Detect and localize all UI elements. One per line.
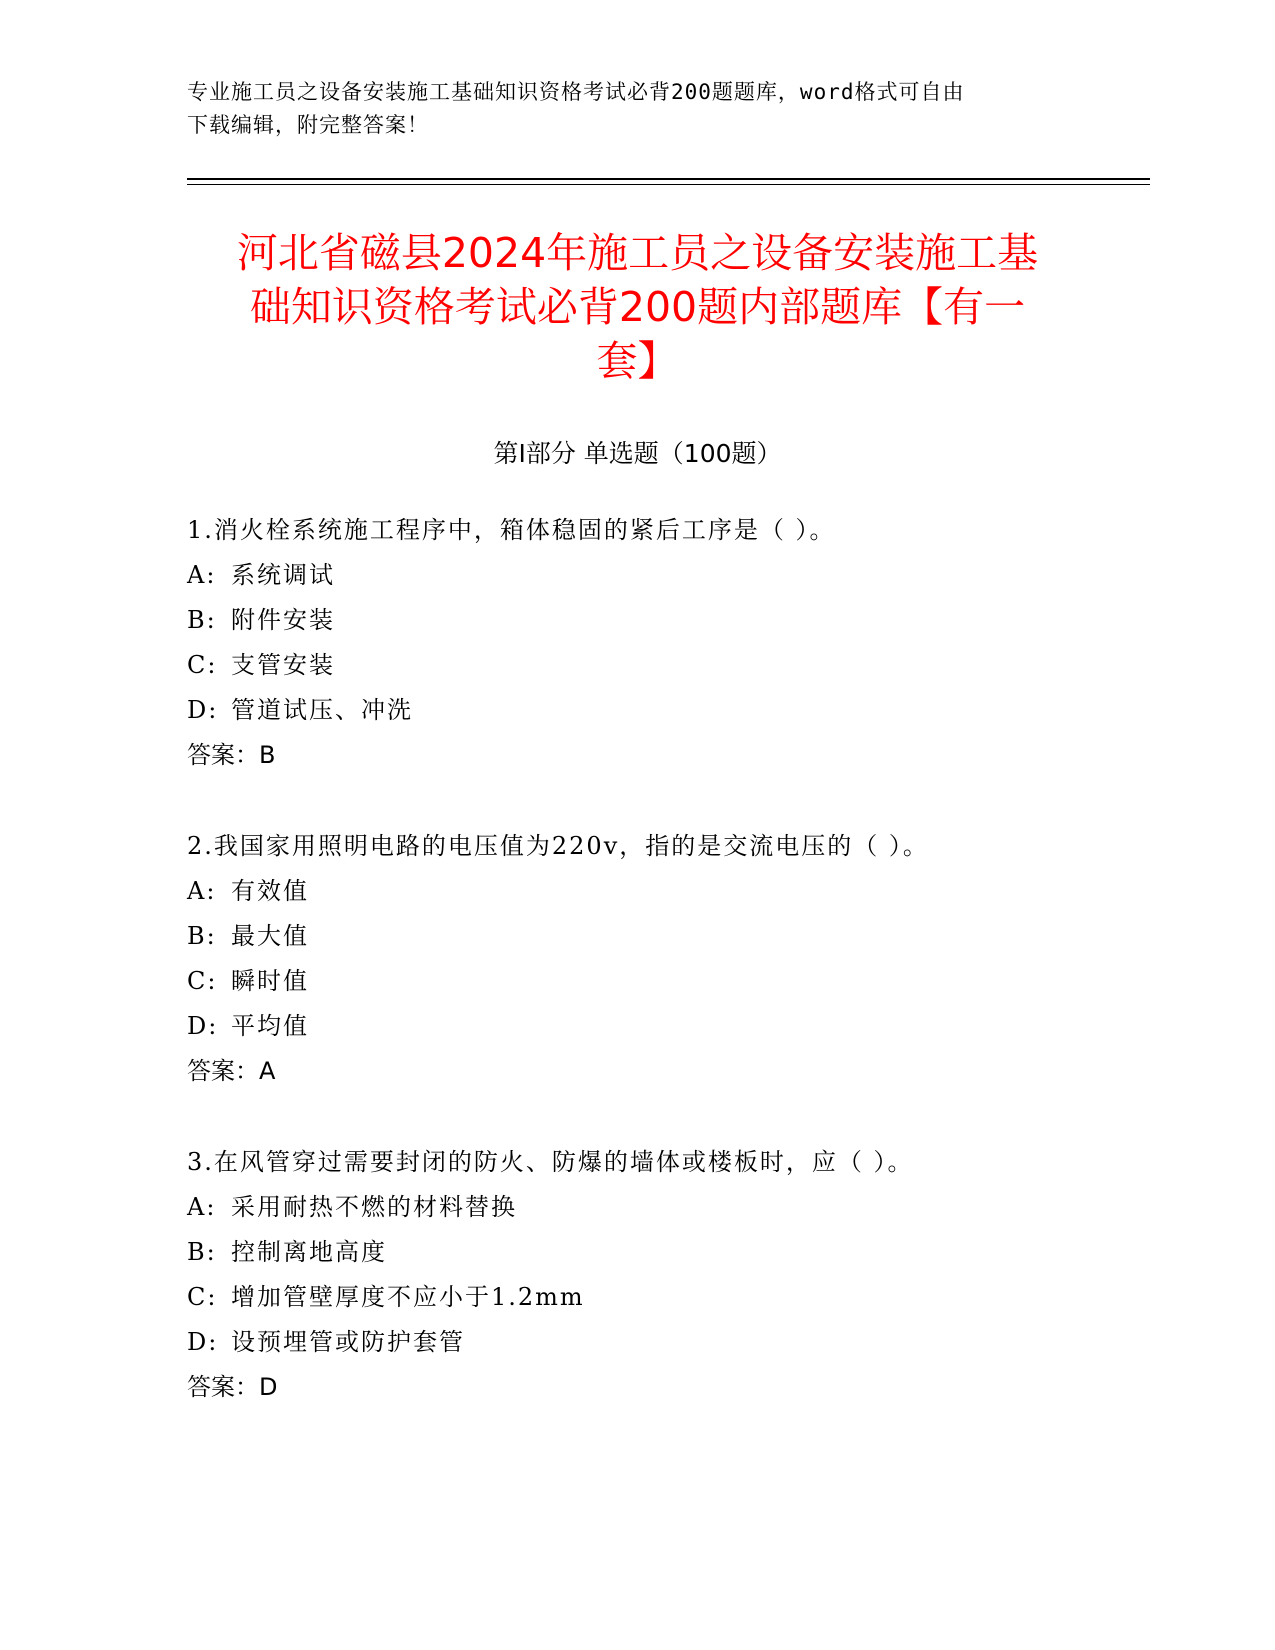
answer: 答案：D [187, 1373, 278, 1401]
option-key: B: [187, 606, 217, 634]
option-key: A: [187, 1193, 217, 1221]
section-heading: 第Ⅰ部分 单选题（100题） [493, 439, 782, 468]
option-text: 瞬时值 [231, 967, 309, 995]
option-key: A: [187, 561, 217, 589]
option-key: D: [187, 696, 219, 724]
option-b [187, 598, 1147, 643]
option-text: 附件安装 [231, 606, 335, 634]
option-text: 系统调试 [231, 561, 335, 589]
option-d [187, 1004, 1147, 1049]
option-c [187, 643, 1147, 688]
header-note [187, 76, 1087, 142]
option-key: A: [187, 877, 217, 905]
header-note-line-1: 专业施工员之设备安装施工基础知识资格考试必背200题题库，word格式可自由 [187, 80, 965, 104]
question-stem: 3.在风管穿过需要封闭的防火、防爆的墙体或楼板时，应（ ）。 [187, 1148, 914, 1176]
option-c [187, 1275, 1147, 1320]
header-note-line-2: 下载编辑，附完整答案！ [187, 113, 429, 137]
option-text: 最大值 [231, 922, 309, 950]
option-text: 控制离地高度 [231, 1238, 387, 1266]
option-text: 平均值 [231, 1012, 309, 1040]
header-divider-thin [187, 184, 1150, 185]
document-title-line-3: 套】 [596, 337, 679, 385]
option-key: D: [187, 1012, 219, 1040]
option-b [187, 914, 1147, 959]
option-a [187, 869, 1147, 914]
document-title-line-1: 河北省磁县2024年施工员之设备安装施工基 [236, 229, 1039, 277]
option-key: B: [187, 1238, 217, 1266]
option-d [187, 1320, 1147, 1365]
option-c [187, 959, 1147, 1004]
option-key: C: [187, 651, 218, 679]
option-key: D: [187, 1328, 219, 1356]
option-key: B: [187, 922, 217, 950]
question-3 [187, 1140, 1147, 1410]
question-stem: 1.消火栓系统施工程序中，箱体稳固的紧后工序是（ ）。 [187, 516, 836, 544]
question-stem: 2.我国家用照明电路的电压值为220v，指的是交流电压的（ ）。 [187, 832, 929, 860]
option-text: 管道试压、冲洗 [231, 696, 413, 724]
option-text: 支管安装 [231, 651, 335, 679]
answer: 答案：B [187, 741, 276, 769]
option-key: C: [187, 967, 218, 995]
answer: 答案：A [187, 1057, 276, 1085]
question-1 [187, 508, 1147, 778]
question-2 [187, 824, 1147, 1094]
document-title [140, 226, 1135, 388]
option-text: 有效值 [231, 877, 309, 905]
option-a [187, 553, 1147, 598]
option-a [187, 1185, 1147, 1230]
option-text: 设预埋管或防护套管 [231, 1328, 465, 1356]
option-text: 增加管壁厚度不应小于1.2mm [231, 1283, 585, 1311]
option-d [187, 688, 1147, 733]
option-key: C: [187, 1283, 218, 1311]
option-text: 采用耐热不燃的材料替换 [231, 1193, 517, 1221]
header-divider-thick [187, 178, 1150, 180]
option-b [187, 1230, 1147, 1275]
document-title-line-2: 础知识资格考试必背200题内部题库【有一 [249, 283, 1026, 331]
